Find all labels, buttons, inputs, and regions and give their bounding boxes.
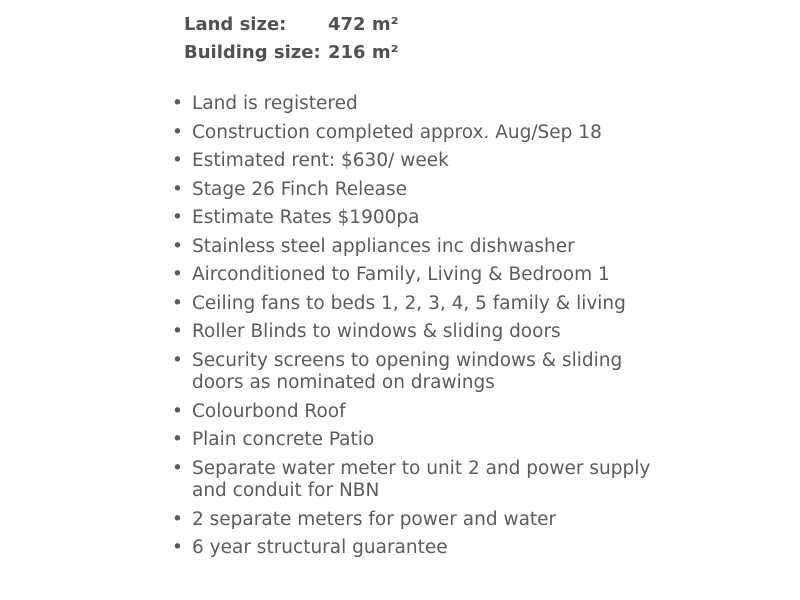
list-item — [172, 150, 662, 173]
feature-text: 2 separate meters for power and water — [192, 508, 557, 530]
bullet-icon: • — [172, 400, 183, 422]
feature-text: Stage 26 Finch Release — [192, 178, 407, 200]
feature-text: Ceiling fans to beds 1, 2, 3, 4, 5 family & living — [192, 292, 626, 314]
building-size-label: Building size: — [184, 42, 321, 63]
bullet-icon: • — [172, 93, 183, 114]
bullet-icon: • — [172, 150, 183, 171]
features-list — [172, 93, 662, 566]
feature-text: 6 year structural guarantee — [192, 537, 448, 558]
list-item — [172, 207, 662, 230]
property-specs — [184, 11, 398, 67]
bullet-icon: • — [172, 264, 183, 285]
list-item — [172, 350, 662, 395]
feature-text: Plain concrete Patio — [192, 429, 375, 450]
list-item — [172, 429, 662, 452]
list-item — [172, 264, 662, 287]
feature-text: Estimated rent: $630/ week — [192, 150, 449, 171]
feature-text: Construction completed approx. Aug/Sep 18 — [192, 121, 602, 143]
feature-text: Estimate Rates $1900pa — [192, 207, 420, 228]
feature-text: Airconditioned to Family, Living & Bedroom 1 — [192, 264, 610, 285]
feature-text: Separate water meter to unit 2 and power supply and conduit for NBN — [192, 457, 651, 501]
bullet-icon: • — [172, 349, 183, 371]
land-size-value: 472 m² — [328, 14, 399, 35]
building-size-row — [184, 39, 398, 67]
list-item — [172, 122, 662, 145]
bullet-icon: • — [172, 207, 183, 228]
bullet-icon: • — [172, 235, 183, 257]
bullet-icon: • — [172, 292, 183, 314]
building-size-value: 216 m² — [328, 42, 399, 63]
list-item — [172, 293, 662, 316]
list-item — [172, 236, 662, 259]
list-item — [172, 509, 662, 532]
list-item — [172, 537, 662, 560]
land-size-label: Land size: — [184, 14, 287, 35]
list-item — [172, 401, 662, 424]
feature-text: Roller Blinds to windows & sliding doors — [192, 321, 561, 342]
bullet-icon: • — [172, 537, 183, 558]
bullet-icon: • — [172, 457, 183, 479]
bullet-icon: • — [172, 508, 183, 530]
list-item — [172, 93, 662, 116]
feature-text: Colourbond Roof — [192, 400, 346, 422]
list-item — [172, 179, 662, 202]
list-item — [172, 458, 662, 503]
land-size-row — [184, 11, 398, 39]
bullet-icon: • — [172, 178, 183, 200]
bullet-icon: • — [172, 121, 183, 143]
feature-text: Stainless steel appliances inc dishwasher — [192, 235, 575, 257]
feature-text: Security screens to opening windows & sliding doors as nominated on drawings — [192, 349, 623, 393]
bullet-icon: • — [172, 429, 183, 450]
feature-text: Land is registered — [192, 93, 358, 114]
bullet-icon: • — [172, 321, 183, 342]
list-item — [172, 321, 662, 344]
